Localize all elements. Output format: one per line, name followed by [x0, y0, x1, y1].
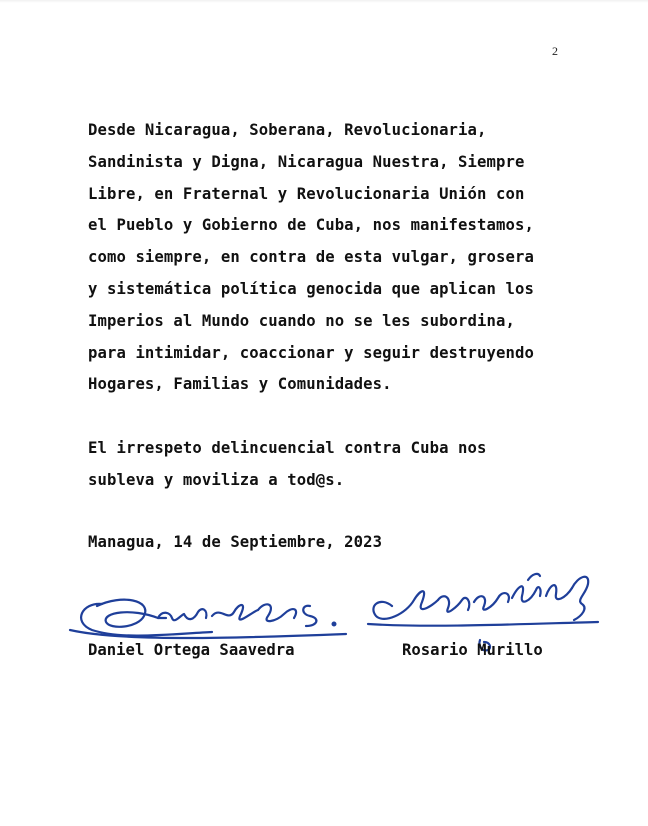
paragraph-closing	[88, 433, 568, 497]
paragraph-line: Sandinista y Digna, Nicaragua Nuestra, Siempre	[88, 152, 525, 171]
paragraph-line: Libre, en Fraternal y Revolucionaria Unión con	[88, 184, 525, 203]
paragraph-line: para intimidar, coaccionar y seguir destruyendo	[88, 343, 534, 362]
paragraph-line: subleva y moviliza a tod@s.	[88, 470, 345, 489]
dateline-text: Managua, 14 de Septiembre, 2023	[88, 533, 383, 551]
signatory-name-1: Daniel Ortega Saavedra	[88, 641, 295, 659]
dateline	[88, 527, 568, 559]
paragraph-line: El irrespeto delincuencial contra Cuba nos	[88, 439, 487, 457]
paragraph-line: Desde Nicaragua, Soberana, Revolucionaria,	[88, 121, 487, 139]
paragraph-line: Imperios al Mundo cuando no se les subordina,	[88, 311, 515, 330]
paragraph-declaration	[88, 115, 568, 401]
signatory-name-2: Rosario Murillo	[402, 641, 543, 659]
paragraph-line: Hogares, Familias y Comunidades.	[88, 375, 392, 394]
page-number: 2	[552, 44, 558, 58]
paragraph-line: y sistemática política genocida que aplican los	[88, 279, 534, 298]
page-top-edge	[0, 0, 648, 3]
paragraph-line: como siempre, en contra de esta vulgar, grosera	[88, 248, 534, 267]
paragraph-line: el Pueblo y Gobierno de Cuba, nos manifestamos,	[88, 216, 534, 235]
